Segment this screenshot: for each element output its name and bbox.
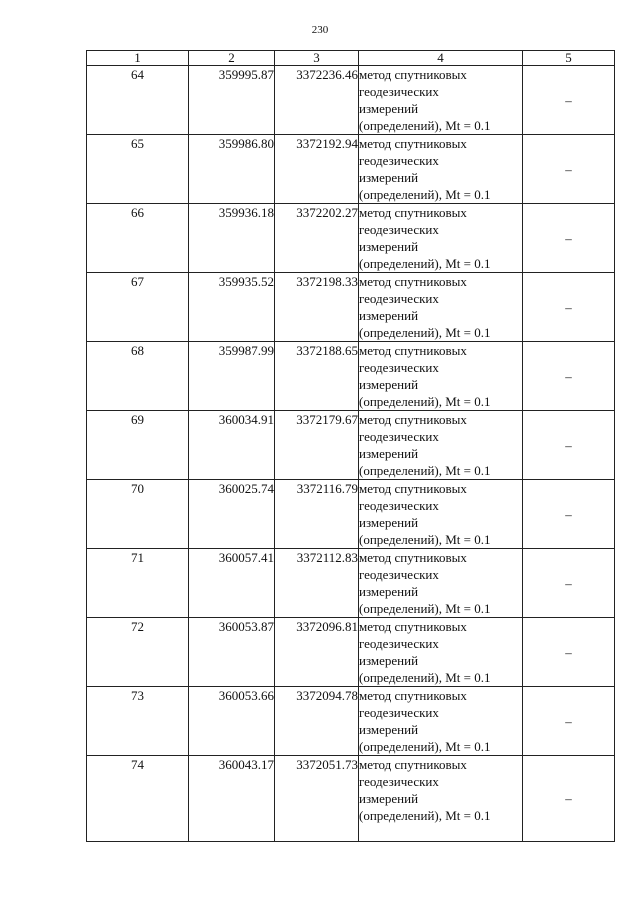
y-coordinate-cell: 3372236.46 — [275, 66, 359, 135]
note-cell: – — [523, 756, 615, 842]
point-number-cell: 70 — [87, 480, 189, 549]
method-line: геодезических — [359, 429, 439, 444]
method-cell — [359, 66, 523, 135]
note-cell: – — [523, 135, 615, 204]
column-header-2: 2 — [189, 51, 275, 66]
table-row — [87, 135, 615, 204]
table-header-row — [87, 51, 615, 66]
method-line: (определений), Mt = 0.1 — [359, 532, 491, 547]
method-line: геодезических — [359, 567, 439, 582]
note-cell: – — [523, 273, 615, 342]
y-coordinate-cell: 3372096.81 — [275, 618, 359, 687]
method-line: геодезических — [359, 360, 439, 375]
note-cell: – — [523, 204, 615, 273]
note-cell: – — [523, 480, 615, 549]
table-row — [87, 756, 615, 842]
note-cell: – — [523, 66, 615, 135]
method-line: (определений), Mt = 0.1 — [359, 670, 491, 685]
method-line: измерений — [359, 791, 419, 806]
column-header-1: 1 — [87, 51, 189, 66]
method-line: метод спутниковых — [359, 481, 467, 496]
y-coordinate-cell: 3372192.94 — [275, 135, 359, 204]
method-line: геодезических — [359, 636, 439, 651]
method-line: (определений), Mt = 0.1 — [359, 187, 491, 202]
table-row — [87, 549, 615, 618]
table-body — [87, 66, 615, 842]
x-coordinate-cell: 359987.99 — [189, 342, 275, 411]
method-line: (определений), Mt = 0.1 — [359, 325, 491, 340]
x-coordinate-cell: 360057.41 — [189, 549, 275, 618]
method-line: геодезических — [359, 222, 439, 237]
table-row — [87, 204, 615, 273]
method-line: метод спутниковых — [359, 550, 467, 565]
method-cell — [359, 204, 523, 273]
x-coordinate-cell: 360053.87 — [189, 618, 275, 687]
method-line: метод спутниковых — [359, 136, 467, 151]
method-line: измерений — [359, 446, 419, 461]
point-number-cell: 68 — [87, 342, 189, 411]
point-number-cell: 64 — [87, 66, 189, 135]
method-cell — [359, 549, 523, 618]
method-line: метод спутниковых — [359, 688, 467, 703]
method-line: измерений — [359, 377, 419, 392]
x-coordinate-cell: 360025.74 — [189, 480, 275, 549]
method-line: метод спутниковых — [359, 619, 467, 634]
note-cell: – — [523, 411, 615, 480]
table-row — [87, 687, 615, 756]
method-cell — [359, 687, 523, 756]
y-coordinate-cell: 3372112.83 — [275, 549, 359, 618]
x-coordinate-cell: 360053.66 — [189, 687, 275, 756]
method-line: геодезических — [359, 84, 439, 99]
x-coordinate-cell: 359936.18 — [189, 204, 275, 273]
table-row — [87, 273, 615, 342]
column-header-5: 5 — [523, 51, 615, 66]
method-line: (определений), Mt = 0.1 — [359, 601, 491, 616]
point-number-cell: 74 — [87, 756, 189, 842]
method-line: измерений — [359, 170, 419, 185]
method-line: (определений), Mt = 0.1 — [359, 394, 491, 409]
method-line: метод спутниковых — [359, 412, 467, 427]
y-coordinate-cell: 3372202.27 — [275, 204, 359, 273]
method-line: (определений), Mt = 0.1 — [359, 256, 491, 271]
method-line: геодезических — [359, 291, 439, 306]
method-line: измерений — [359, 722, 419, 737]
method-line: метод спутниковых — [359, 757, 467, 772]
coordinates-table — [86, 50, 615, 842]
table-row — [87, 618, 615, 687]
y-coordinate-cell: 3372051.73 — [275, 756, 359, 842]
table-row — [87, 342, 615, 411]
note-cell: – — [523, 618, 615, 687]
method-line: (определений), Mt = 0.1 — [359, 808, 491, 823]
method-line: геодезических — [359, 153, 439, 168]
y-coordinate-cell: 3372188.65 — [275, 342, 359, 411]
method-line: измерений — [359, 653, 419, 668]
page-number: 230 — [311, 24, 329, 36]
x-coordinate-cell: 360034.91 — [189, 411, 275, 480]
column-header-4: 4 — [359, 51, 523, 66]
note-cell: – — [523, 549, 615, 618]
method-cell — [359, 135, 523, 204]
method-cell — [359, 480, 523, 549]
method-cell — [359, 756, 523, 842]
column-header-3: 3 — [275, 51, 359, 66]
x-coordinate-cell: 359935.52 — [189, 273, 275, 342]
note-cell: – — [523, 342, 615, 411]
x-coordinate-cell: 359995.87 — [189, 66, 275, 135]
point-number-cell: 71 — [87, 549, 189, 618]
point-number-cell: 67 — [87, 273, 189, 342]
point-number-cell: 72 — [87, 618, 189, 687]
y-coordinate-cell: 3372094.78 — [275, 687, 359, 756]
y-coordinate-cell: 3372198.33 — [275, 273, 359, 342]
method-line: метод спутниковых — [359, 67, 467, 82]
method-line: (определений), Mt = 0.1 — [359, 739, 491, 754]
method-cell — [359, 273, 523, 342]
y-coordinate-cell: 3372179.67 — [275, 411, 359, 480]
method-line: (определений), Mt = 0.1 — [359, 463, 491, 478]
method-cell — [359, 411, 523, 480]
method-line: измерений — [359, 584, 419, 599]
point-number-cell: 69 — [87, 411, 189, 480]
table-row — [87, 411, 615, 480]
point-number-cell: 73 — [87, 687, 189, 756]
method-line: геодезических — [359, 705, 439, 720]
y-coordinate-cell: 3372116.79 — [275, 480, 359, 549]
method-line: геодезических — [359, 774, 439, 789]
method-line: измерений — [359, 239, 419, 254]
method-line: геодезических — [359, 498, 439, 513]
method-cell — [359, 618, 523, 687]
method-line: метод спутниковых — [359, 343, 467, 358]
x-coordinate-cell: 360043.17 — [189, 756, 275, 842]
method-line: измерений — [359, 308, 419, 323]
point-number-cell: 65 — [87, 135, 189, 204]
table-row — [87, 66, 615, 135]
method-line: измерений — [359, 515, 419, 530]
point-number-cell: 66 — [87, 204, 189, 273]
method-line: метод спутниковых — [359, 205, 467, 220]
note-cell: – — [523, 687, 615, 756]
table-row — [87, 480, 615, 549]
method-cell — [359, 342, 523, 411]
method-line: метод спутниковых — [359, 274, 467, 289]
method-line: измерений — [359, 101, 419, 116]
x-coordinate-cell: 359986.80 — [189, 135, 275, 204]
method-line: (определений), Mt = 0.1 — [359, 118, 491, 133]
